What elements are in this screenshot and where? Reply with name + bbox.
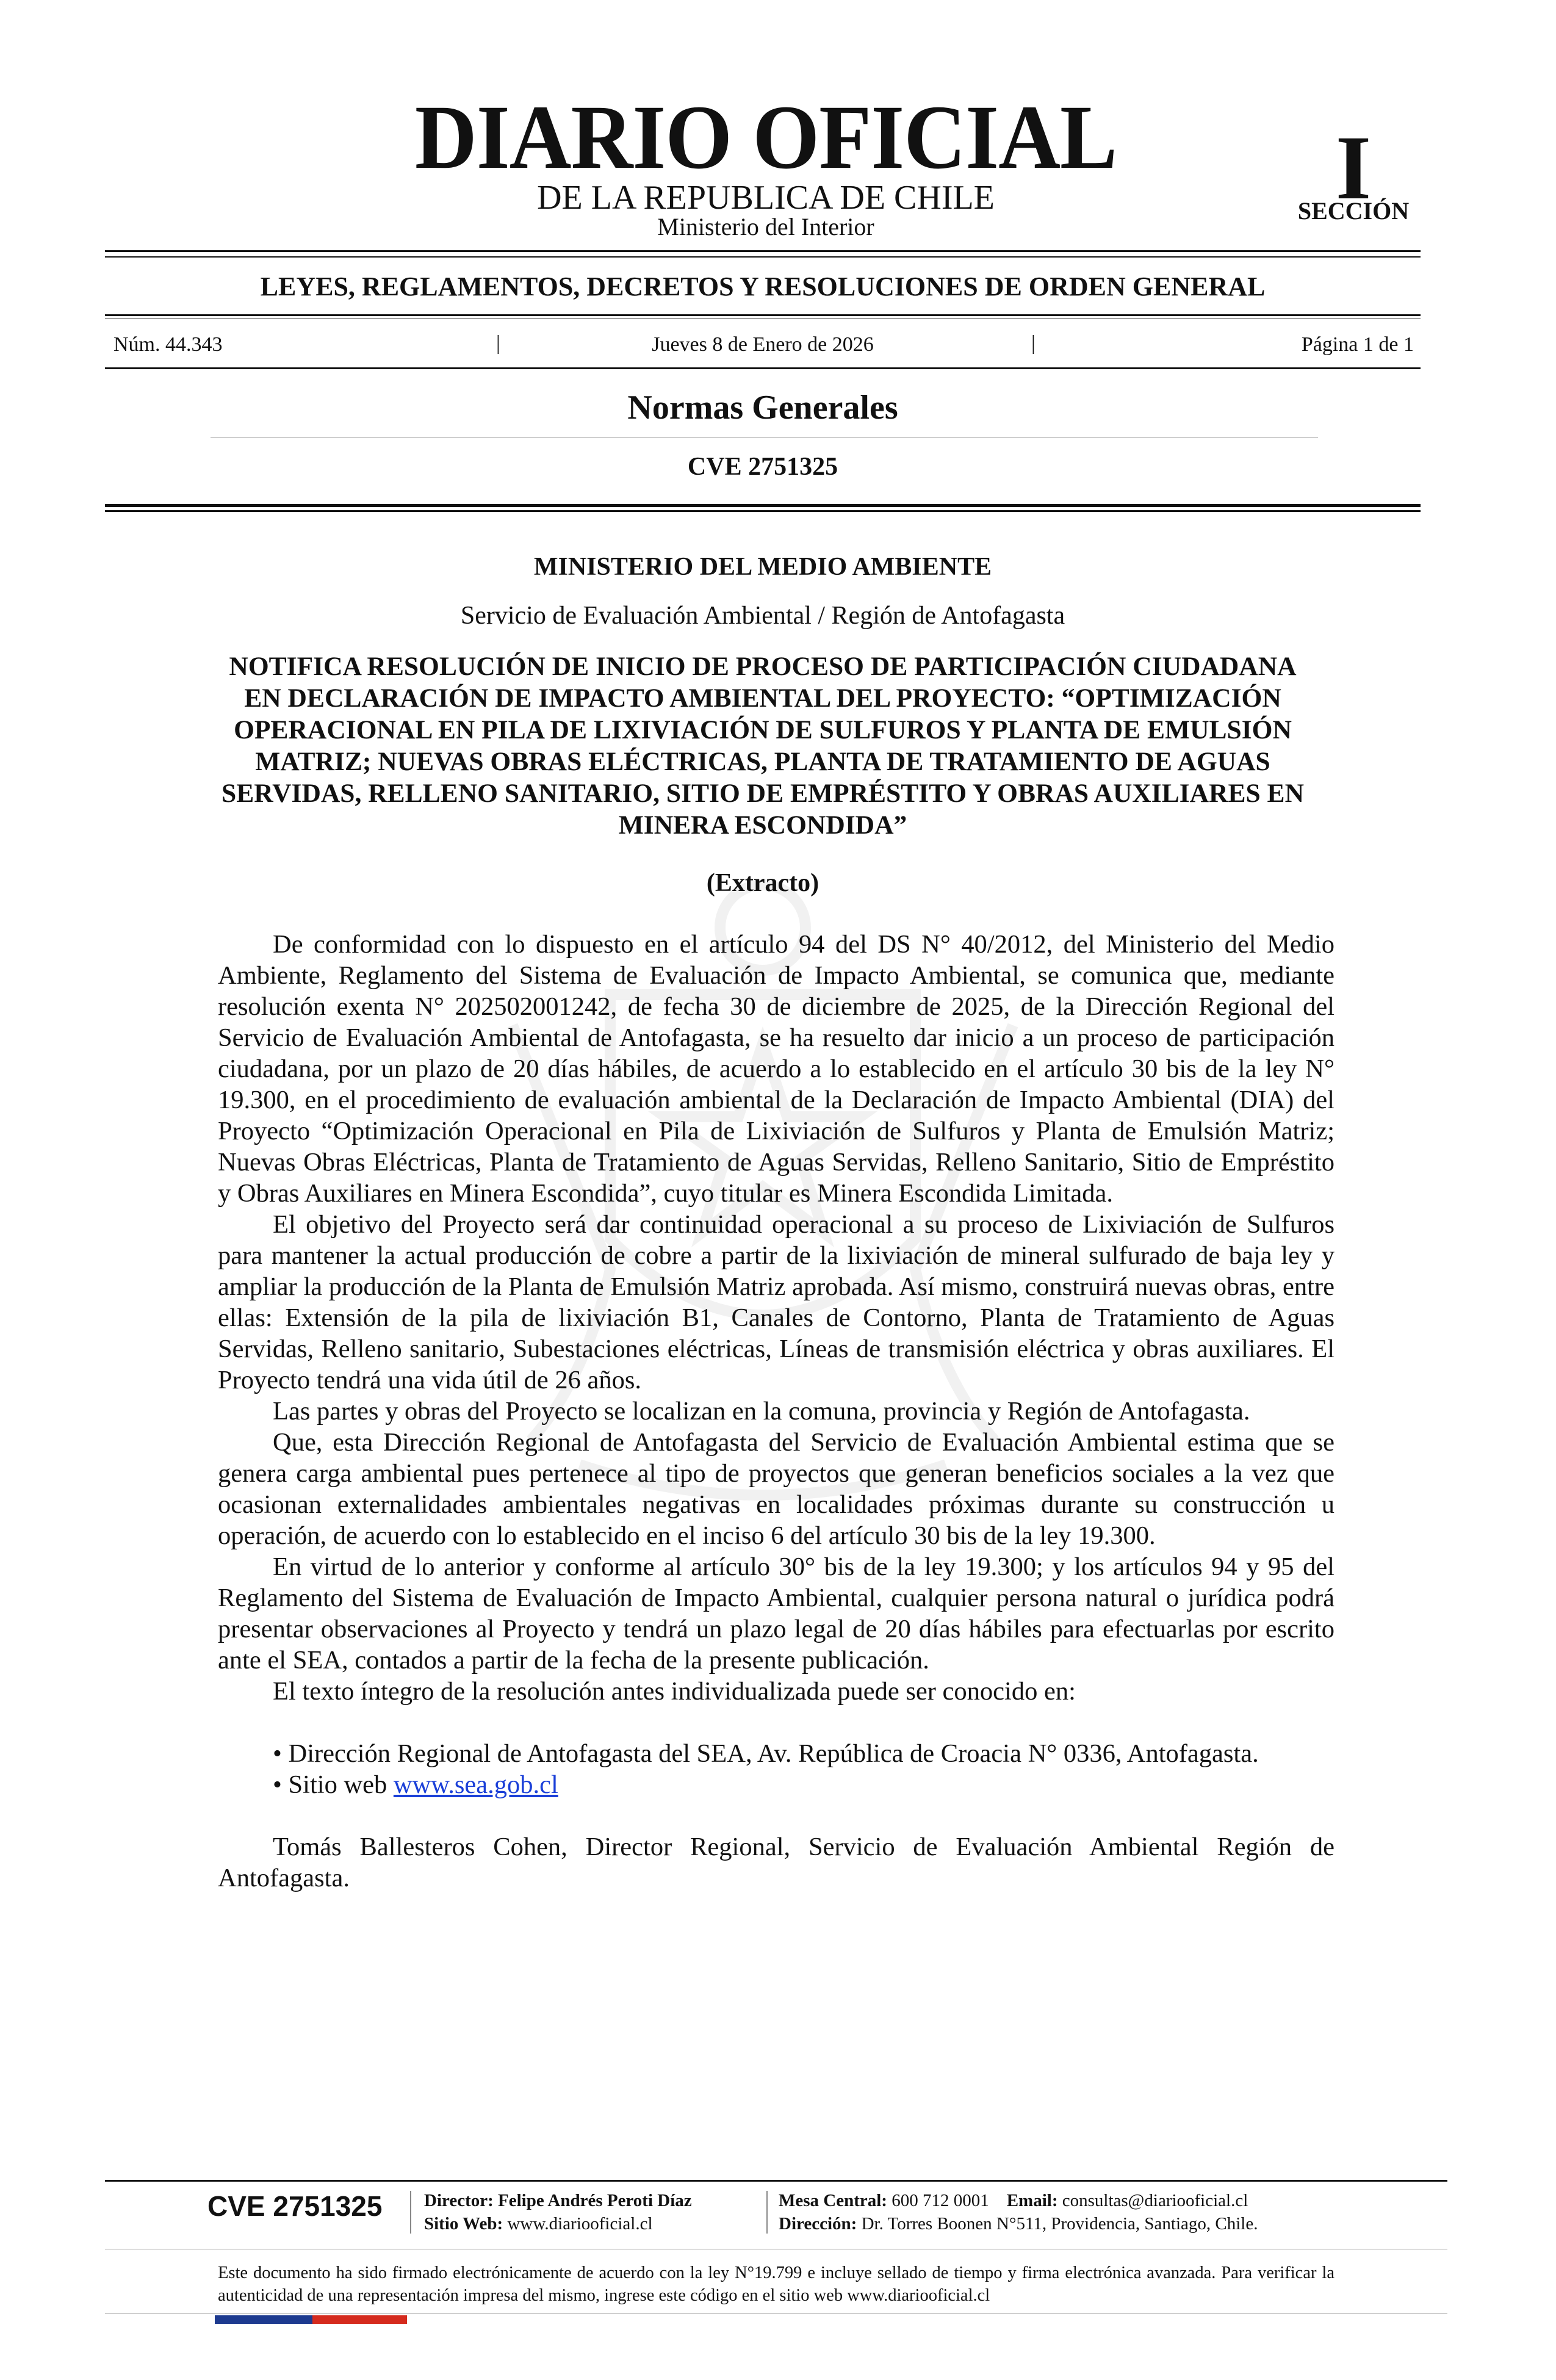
email-value[interactable]: consultas@diariooficial.cl	[1062, 2191, 1248, 2210]
email-label: Email:	[1006, 2191, 1058, 2210]
issue-date: Jueves 8 de Enero de 2026	[652, 333, 874, 356]
footer-note: Este documento ha sido firmado electrónicamente de acuerdo con la ley N°19.799 e incluye sellado de tiempo y firma electrónica avanzada. Para verificar la autenticidad de una representación impresa del mismo, ingrese este código en el sitio web www.diariooficial.cl	[218, 2263, 1334, 2305]
header-rule-thin	[105, 510, 1421, 512]
article-heading: NOTIFICA RESOLUCIÓN DE INICIO DE PROCESO DE PARTICIPACIÓN CIUDADANA EN DECLARACIÓN DE IMPACTO AMBIENTAL DEL PROYECTO: “OPTIMIZACIÓN OPERACIONAL EN PILA DE LIXIVIACIÓN DE SULFUROS Y PLANTA DE EMULSIÓN MATRIZ; NUEVAS OBRAS ELÉCTRICAS, PLANTA DE TRATAMIENTO DE AGUAS SERVIDAS, RELLENO SANITARIO, SITIO DE EMPRÉSTITO Y OBRAS AUXILIARES EN MINERA ESCONDIDA”	[222, 652, 1304, 840]
cve-code: CVE 2751325	[687, 453, 838, 481]
banner-title: LEYES, REGLAMENTOS, DECRETOS Y RESOLUCIONES DE ORDEN GENERAL	[260, 272, 1266, 301]
issue-page: Página 1 de 1	[1301, 333, 1414, 356]
body-paragraph: En virtud de lo anterior y conforme al artículo 30° bis de la ley 19.300; y los artículos 94 y 95 del Reglamento del Sistema de Evaluación de Impacto Ambiental, cualquier persona natural o jurídica podrá presentar observaciones al Proyecto y tendrá un plazo legal de 20 días hábiles para efectuarlas por escrito ante el SEA, contados a partir de la fecha de la presente publicación.	[218, 1552, 1334, 1675]
footer-divider	[766, 2191, 768, 2234]
extract-label: (Extracto)	[706, 869, 819, 897]
website-bullet-prefix: • Sitio web	[273, 1770, 394, 1799]
signature: Tomás Ballesteros Cohen, Director Regional, Servicio de Evaluación Ambiental Región de Antofagasta.	[218, 1833, 1334, 1892]
article-ministry: MINISTERIO DEL MEDIO AMBIENTE	[533, 553, 992, 581]
body-paragraph: Las partes y obras del Proyecto se localizan en la comuna, provincia y Región de Antofagasta.	[273, 1397, 1250, 1426]
website-bullet	[218, 1769, 1334, 1800]
address-label: Dirección:	[779, 2214, 857, 2234]
header-rule-thick	[105, 504, 1421, 507]
footer-contact	[779, 2189, 1248, 2212]
body-paragraph: Que, esta Dirección Regional de Antofagasta del Servicio de Evaluación Ambiental estima que se genera carga ambiental pues pertenece al tipo de proyectos que generan beneficios sociales a la vez que ocasionan externalidades ambientales negativas en localidades próximas durante su construcción u operación, de acuerdo con lo establecido en el inciso 6 del artículo 30 bis de la ley 19.300.	[218, 1428, 1334, 1550]
section-title: Normas Generales	[627, 389, 898, 427]
section-divider	[211, 437, 1318, 438]
flag-stripe-blue	[215, 2315, 312, 2324]
sea-website-link[interactable]: www.sea.gob.cl	[393, 1770, 558, 1799]
banner-rule-top	[105, 314, 1421, 316]
footer-divider	[410, 2191, 411, 2234]
masthead-rule-top	[105, 250, 1421, 252]
footer-director	[424, 2189, 692, 2212]
article-service: Servicio de Evaluación Ambiental / Región de Antofagasta	[460, 602, 1065, 630]
body-paragraph: El texto íntegro de la resolución antes individualizada puede ser conocido en:	[273, 1677, 1076, 1706]
address-value: Dr. Torres Boonen N°511, Providencia, Santiago, Chile.	[861, 2214, 1258, 2234]
website-value[interactable]: www.diariooficial.cl	[507, 2214, 653, 2234]
body-paragraph: De conformidad con lo dispuesto en el artículo 94 del DS N° 40/2012, del Ministerio del Medio Ambiente, Reglamento del Sistema de Evaluación de Impacto Ambiental, se comunica que, mediante resolución exenta N° 202502001242, de fecha 30 de diciembre de 2025, de la Dirección Regional del Servicio de Evaluación Ambiental de Antofagasta, se ha resuelto dar inicio a un proceso de participación ciudadana, por un plazo de 20 días hábiles, de acuerdo a lo establecido en el artículo 30 bis de la ley N° 19.300, en el procedimiento de evaluación ambiental de la Declaración de Impacto Ambiental (DIA) del Proyecto “Optimización Operacional en Pila de Lixiviación de Sulfuros y Planta de Emulsión Matriz; Nuevas Obras Eléctricas, Planta de Tratamiento de Aguas Servidas, Relleno Sanitario, Sitio de Empréstito y Obras Auxiliares en Minera Escondida”, cuyo titular es Minera Escondida Limitada.	[218, 930, 1334, 1208]
issue-separator: |	[496, 332, 500, 355]
phone-label: Mesa Central:	[779, 2191, 887, 2210]
flag-stripe-red	[312, 2315, 407, 2324]
issue-separator: |	[1031, 332, 1036, 355]
footer-cve-code: CVE 2751325	[207, 2190, 383, 2222]
masthead-rule-bottom	[105, 256, 1421, 258]
newspaper-title: DIARIO OFICIAL	[414, 87, 1117, 188]
footer-address	[779, 2212, 1258, 2235]
website-label: Sitio Web:	[424, 2214, 503, 2234]
body-paragraph: El objetivo del Proyecto será dar continuidad operacional a su proceso de Lixiviación de Sulfuros para mantener la actual producción de cobre a partir de la lixiviación de mineral sulfurado de baja ley y ampliar la producción de la Planta de Emulsión Matriz aprobada. Así mismo, construirá nuevas obras, entre ellas: Extensión de la pila de lixiviación B1, Canales de Contorno, Planta de Tratamiento de Aguas Servidas, Relleno sanitario, Subestaciones eléctricas, Líneas de transmisión eléctrica y obras auxiliares. El Proyecto tendrá una vida útil de 26 años.	[218, 1210, 1334, 1394]
section-numeral: I	[1335, 117, 1372, 218]
director-label: Director:	[424, 2191, 494, 2210]
address-bullet	[218, 1738, 1334, 1769]
footer-website	[424, 2212, 653, 2235]
address-bullet-text: • Dirección Regional de Antofagasta del SEA, Av. República de Croacia N° 0336, Antofagasta.	[273, 1739, 1259, 1768]
phone-value: 600 712 0001	[891, 2191, 989, 2210]
issue-rule	[105, 367, 1421, 369]
section-label: SECCIÓN	[1297, 197, 1410, 225]
ministry-label: Ministerio del Interior	[657, 213, 874, 240]
footer-rule-top	[105, 2180, 1447, 2182]
article-body	[218, 929, 1334, 1894]
director-value: Felipe Andrés Peroti Díaz	[498, 2191, 692, 2210]
newspaper-subtitle: DE LA REPUBLICA DE CHILE	[537, 179, 995, 217]
issue-number: Núm. 44.343	[113, 333, 223, 356]
